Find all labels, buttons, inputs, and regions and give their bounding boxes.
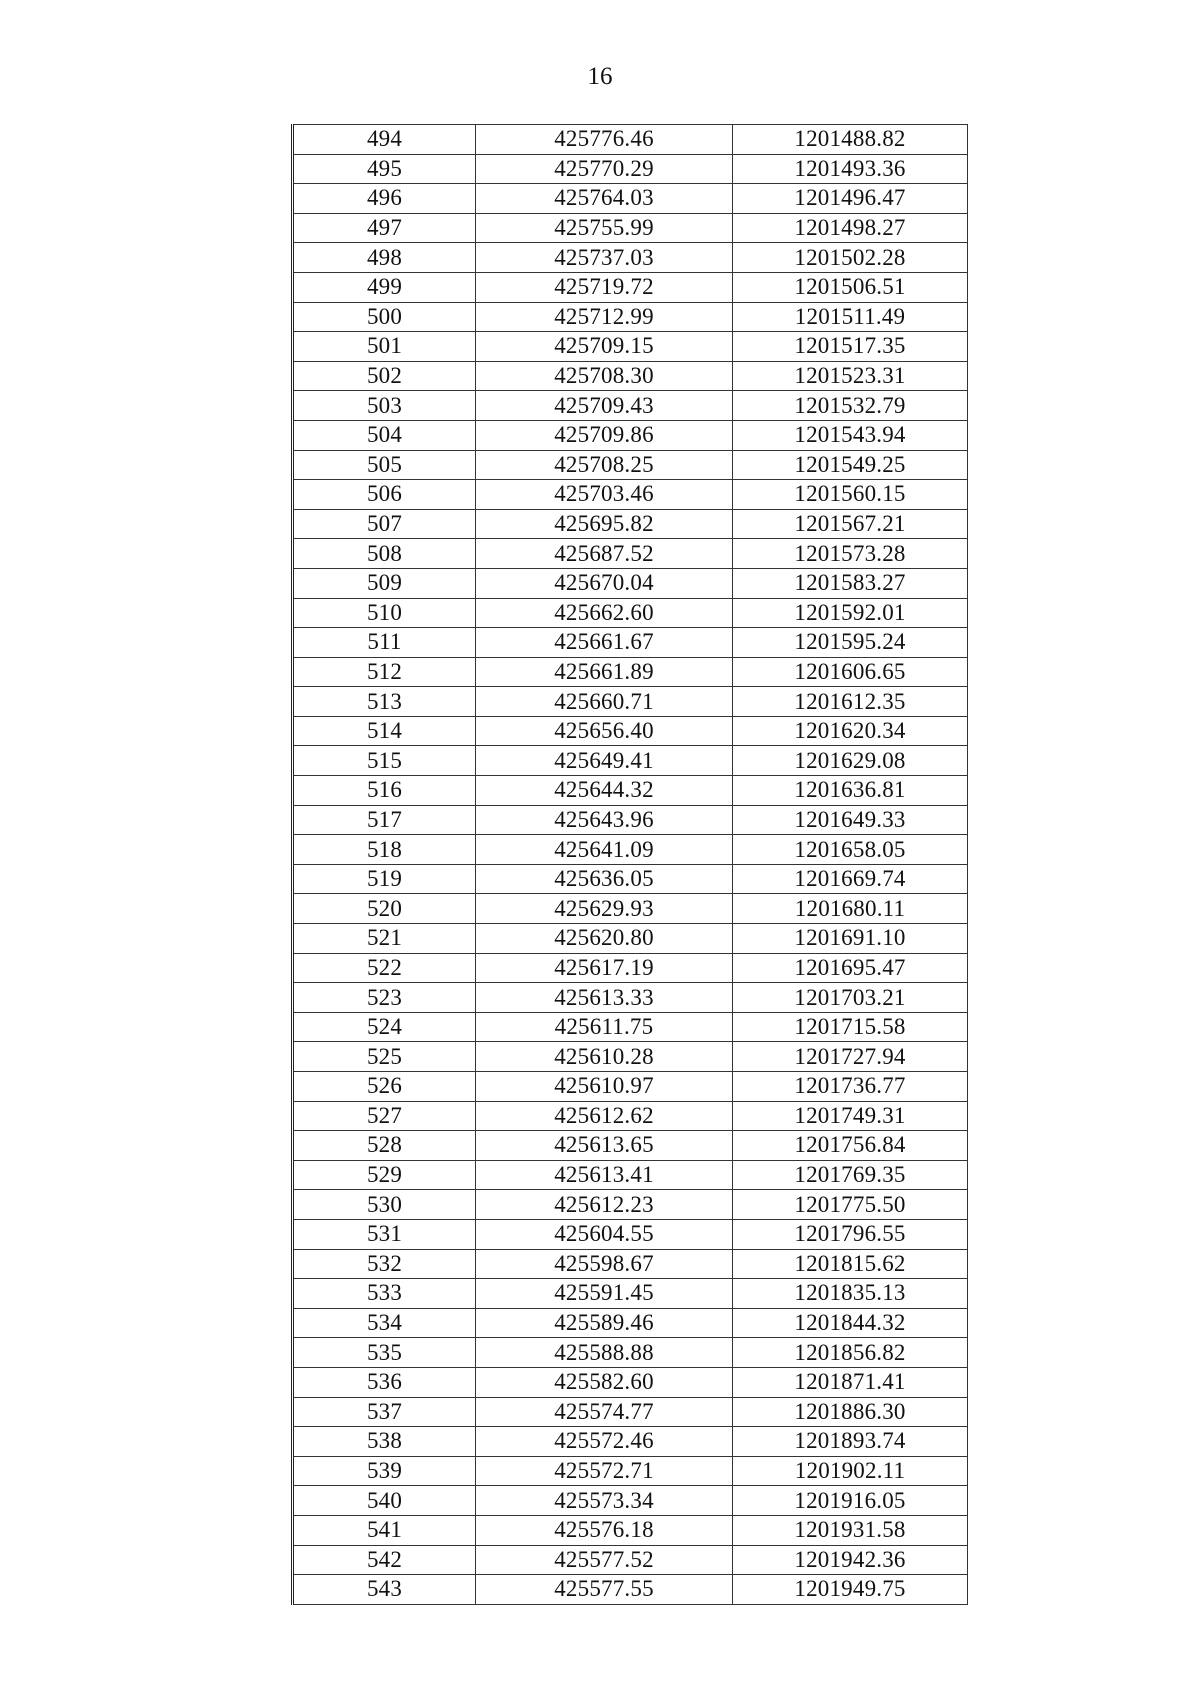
y-coordinate-cell: 1201769.35 xyxy=(733,1160,968,1190)
y-coordinate-cell: 1201658.05 xyxy=(733,835,968,865)
y-coordinate-cell: 1201835.13 xyxy=(733,1279,968,1309)
table-row xyxy=(293,1515,968,1545)
x-coordinate-cell: 425617.19 xyxy=(476,953,733,983)
y-coordinate-cell: 1201893.74 xyxy=(733,1427,968,1457)
y-coordinate-cell: 1201523.31 xyxy=(733,361,968,391)
y-coordinate-cell: 1201506.51 xyxy=(733,272,968,302)
y-coordinate-cell: 1201636.81 xyxy=(733,776,968,806)
point-number-cell: 539 xyxy=(293,1456,476,1486)
table-row xyxy=(293,1308,968,1338)
x-coordinate-cell: 425598.67 xyxy=(476,1249,733,1279)
table-row xyxy=(293,332,968,362)
x-coordinate-cell: 425709.15 xyxy=(476,332,733,362)
x-coordinate-cell: 425577.52 xyxy=(476,1545,733,1575)
y-coordinate-cell: 1201844.32 xyxy=(733,1308,968,1338)
y-coordinate-cell: 1201942.36 xyxy=(733,1545,968,1575)
x-coordinate-cell: 425591.45 xyxy=(476,1279,733,1309)
point-number-cell: 523 xyxy=(293,983,476,1013)
y-coordinate-cell: 1201629.08 xyxy=(733,746,968,776)
table-row xyxy=(293,1249,968,1279)
table-row xyxy=(293,154,968,184)
x-coordinate-cell: 425755.99 xyxy=(476,213,733,243)
x-coordinate-cell: 425589.46 xyxy=(476,1308,733,1338)
y-coordinate-cell: 1201727.94 xyxy=(733,1042,968,1072)
table-row xyxy=(293,361,968,391)
x-coordinate-cell: 425582.60 xyxy=(476,1367,733,1397)
table-row xyxy=(293,924,968,954)
table-row xyxy=(293,1131,968,1161)
y-coordinate-cell: 1201595.24 xyxy=(733,628,968,658)
table-row xyxy=(293,1486,968,1516)
point-number-cell: 542 xyxy=(293,1545,476,1575)
table-row xyxy=(293,243,968,273)
point-number-cell: 535 xyxy=(293,1338,476,1368)
x-coordinate-cell: 425576.18 xyxy=(476,1515,733,1545)
table-row xyxy=(293,1219,968,1249)
point-number-cell: 536 xyxy=(293,1367,476,1397)
table-row xyxy=(293,657,968,687)
point-number-cell: 494 xyxy=(293,125,476,155)
y-coordinate-cell: 1201502.28 xyxy=(733,243,968,273)
y-coordinate-cell: 1201620.34 xyxy=(733,716,968,746)
point-number-cell: 499 xyxy=(293,272,476,302)
point-number-cell: 538 xyxy=(293,1427,476,1457)
point-number-cell: 531 xyxy=(293,1219,476,1249)
coordinate-table xyxy=(291,124,968,1605)
y-coordinate-cell: 1201886.30 xyxy=(733,1397,968,1427)
table-row xyxy=(293,1072,968,1102)
point-number-cell: 530 xyxy=(293,1190,476,1220)
table-row xyxy=(293,539,968,569)
x-coordinate-cell: 425708.30 xyxy=(476,361,733,391)
x-coordinate-cell: 425636.05 xyxy=(476,864,733,894)
table-row xyxy=(293,1545,968,1575)
point-number-cell: 529 xyxy=(293,1160,476,1190)
table-row xyxy=(293,125,968,155)
y-coordinate-cell: 1201549.25 xyxy=(733,450,968,480)
x-coordinate-cell: 425776.46 xyxy=(476,125,733,155)
x-coordinate-cell: 425613.41 xyxy=(476,1160,733,1190)
point-number-cell: 525 xyxy=(293,1042,476,1072)
y-coordinate-cell: 1201612.35 xyxy=(733,687,968,717)
table-row xyxy=(293,628,968,658)
point-number-cell: 518 xyxy=(293,835,476,865)
table-row xyxy=(293,420,968,450)
table-row xyxy=(293,894,968,924)
x-coordinate-cell: 425641.09 xyxy=(476,835,733,865)
y-coordinate-cell: 1201567.21 xyxy=(733,509,968,539)
point-number-cell: 520 xyxy=(293,894,476,924)
x-coordinate-cell: 425629.93 xyxy=(476,894,733,924)
x-coordinate-cell: 425572.46 xyxy=(476,1427,733,1457)
table-row xyxy=(293,272,968,302)
y-coordinate-cell: 1201775.50 xyxy=(733,1190,968,1220)
y-coordinate-cell: 1201649.33 xyxy=(733,805,968,835)
y-coordinate-cell: 1201493.36 xyxy=(733,154,968,184)
y-coordinate-cell: 1201680.11 xyxy=(733,894,968,924)
table-row xyxy=(293,835,968,865)
x-coordinate-cell: 425656.40 xyxy=(476,716,733,746)
x-coordinate-cell: 425649.41 xyxy=(476,746,733,776)
point-number-cell: 502 xyxy=(293,361,476,391)
point-number-cell: 533 xyxy=(293,1279,476,1309)
x-coordinate-cell: 425572.71 xyxy=(476,1456,733,1486)
y-coordinate-cell: 1201488.82 xyxy=(733,125,968,155)
x-coordinate-cell: 425611.75 xyxy=(476,1012,733,1042)
x-coordinate-cell: 425610.28 xyxy=(476,1042,733,1072)
y-coordinate-cell: 1201543.94 xyxy=(733,420,968,450)
y-coordinate-cell: 1201583.27 xyxy=(733,568,968,598)
y-coordinate-cell: 1201496.47 xyxy=(733,184,968,214)
point-number-cell: 522 xyxy=(293,953,476,983)
table-row xyxy=(293,746,968,776)
table-row xyxy=(293,1397,968,1427)
y-coordinate-cell: 1201715.58 xyxy=(733,1012,968,1042)
table-row xyxy=(293,1101,968,1131)
table-row xyxy=(293,776,968,806)
point-number-cell: 516 xyxy=(293,776,476,806)
point-number-cell: 537 xyxy=(293,1397,476,1427)
table-row xyxy=(293,1279,968,1309)
x-coordinate-cell: 425613.65 xyxy=(476,1131,733,1161)
y-coordinate-cell: 1201560.15 xyxy=(733,480,968,510)
y-coordinate-cell: 1201949.75 xyxy=(733,1575,968,1605)
point-number-cell: 508 xyxy=(293,539,476,569)
point-number-cell: 498 xyxy=(293,243,476,273)
x-coordinate-cell: 425709.43 xyxy=(476,391,733,421)
table-row xyxy=(293,1160,968,1190)
x-coordinate-cell: 425695.82 xyxy=(476,509,733,539)
y-coordinate-cell: 1201931.58 xyxy=(733,1515,968,1545)
y-coordinate-cell: 1201736.77 xyxy=(733,1072,968,1102)
y-coordinate-cell: 1201498.27 xyxy=(733,213,968,243)
x-coordinate-cell: 425644.32 xyxy=(476,776,733,806)
point-number-cell: 510 xyxy=(293,598,476,628)
point-number-cell: 540 xyxy=(293,1486,476,1516)
y-coordinate-cell: 1201592.01 xyxy=(733,598,968,628)
y-coordinate-cell: 1201749.31 xyxy=(733,1101,968,1131)
point-number-cell: 511 xyxy=(293,628,476,658)
x-coordinate-cell: 425737.03 xyxy=(476,243,733,273)
y-coordinate-cell: 1201703.21 xyxy=(733,983,968,1013)
table-row xyxy=(293,509,968,539)
x-coordinate-cell: 425643.96 xyxy=(476,805,733,835)
x-coordinate-cell: 425573.34 xyxy=(476,1486,733,1516)
y-coordinate-cell: 1201532.79 xyxy=(733,391,968,421)
table-row xyxy=(293,391,968,421)
x-coordinate-cell: 425660.71 xyxy=(476,687,733,717)
y-coordinate-cell: 1201856.82 xyxy=(733,1338,968,1368)
coordinate-table-body xyxy=(293,125,968,1605)
point-number-cell: 526 xyxy=(293,1072,476,1102)
point-number-cell: 501 xyxy=(293,332,476,362)
x-coordinate-cell: 425770.29 xyxy=(476,154,733,184)
point-number-cell: 517 xyxy=(293,805,476,835)
table-row xyxy=(293,1367,968,1397)
x-coordinate-cell: 425764.03 xyxy=(476,184,733,214)
table-row xyxy=(293,1427,968,1457)
y-coordinate-cell: 1201916.05 xyxy=(733,1486,968,1516)
point-number-cell: 505 xyxy=(293,450,476,480)
y-coordinate-cell: 1201691.10 xyxy=(733,924,968,954)
table-row xyxy=(293,1190,968,1220)
point-number-cell: 497 xyxy=(293,213,476,243)
point-number-cell: 534 xyxy=(293,1308,476,1338)
table-row xyxy=(293,480,968,510)
table-row xyxy=(293,716,968,746)
y-coordinate-cell: 1201796.55 xyxy=(733,1219,968,1249)
point-number-cell: 500 xyxy=(293,302,476,332)
point-number-cell: 515 xyxy=(293,746,476,776)
y-coordinate-cell: 1201871.41 xyxy=(733,1367,968,1397)
table-row xyxy=(293,184,968,214)
x-coordinate-cell: 425703.46 xyxy=(476,480,733,510)
page-number: 16 xyxy=(587,63,613,90)
y-coordinate-cell: 1201669.74 xyxy=(733,864,968,894)
x-coordinate-cell: 425612.62 xyxy=(476,1101,733,1131)
x-coordinate-cell: 425574.77 xyxy=(476,1397,733,1427)
x-coordinate-cell: 425577.55 xyxy=(476,1575,733,1605)
x-coordinate-cell: 425708.25 xyxy=(476,450,733,480)
point-number-cell: 512 xyxy=(293,657,476,687)
point-number-cell: 506 xyxy=(293,480,476,510)
point-number-cell: 513 xyxy=(293,687,476,717)
table-row xyxy=(293,1012,968,1042)
x-coordinate-cell: 425719.72 xyxy=(476,272,733,302)
table-row xyxy=(293,213,968,243)
table-row xyxy=(293,598,968,628)
y-coordinate-cell: 1201695.47 xyxy=(733,953,968,983)
point-number-cell: 543 xyxy=(293,1575,476,1605)
y-coordinate-cell: 1201573.28 xyxy=(733,539,968,569)
table-row xyxy=(293,450,968,480)
x-coordinate-cell: 425687.52 xyxy=(476,539,733,569)
point-number-cell: 503 xyxy=(293,391,476,421)
table-row xyxy=(293,1338,968,1368)
y-coordinate-cell: 1201606.65 xyxy=(733,657,968,687)
point-number-cell: 496 xyxy=(293,184,476,214)
y-coordinate-cell: 1201511.49 xyxy=(733,302,968,332)
x-coordinate-cell: 425661.67 xyxy=(476,628,733,658)
table-row xyxy=(293,302,968,332)
x-coordinate-cell: 425670.04 xyxy=(476,568,733,598)
x-coordinate-cell: 425709.86 xyxy=(476,420,733,450)
table-row xyxy=(293,1575,968,1605)
y-coordinate-cell: 1201756.84 xyxy=(733,1131,968,1161)
y-coordinate-cell: 1201902.11 xyxy=(733,1456,968,1486)
point-number-cell: 519 xyxy=(293,864,476,894)
point-number-cell: 521 xyxy=(293,924,476,954)
table-row xyxy=(293,805,968,835)
table-row xyxy=(293,1456,968,1486)
x-coordinate-cell: 425604.55 xyxy=(476,1219,733,1249)
x-coordinate-cell: 425613.33 xyxy=(476,983,733,1013)
table-row xyxy=(293,953,968,983)
x-coordinate-cell: 425620.80 xyxy=(476,924,733,954)
table-row xyxy=(293,687,968,717)
x-coordinate-cell: 425661.89 xyxy=(476,657,733,687)
point-number-cell: 524 xyxy=(293,1012,476,1042)
table-row xyxy=(293,983,968,1013)
y-coordinate-cell: 1201517.35 xyxy=(733,332,968,362)
x-coordinate-cell: 425662.60 xyxy=(476,598,733,628)
point-number-cell: 514 xyxy=(293,716,476,746)
point-number-cell: 532 xyxy=(293,1249,476,1279)
x-coordinate-cell: 425588.88 xyxy=(476,1338,733,1368)
y-coordinate-cell: 1201815.62 xyxy=(733,1249,968,1279)
point-number-cell: 504 xyxy=(293,420,476,450)
table-row xyxy=(293,568,968,598)
point-number-cell: 528 xyxy=(293,1131,476,1161)
table-row xyxy=(293,864,968,894)
point-number-cell: 509 xyxy=(293,568,476,598)
x-coordinate-cell: 425712.99 xyxy=(476,302,733,332)
x-coordinate-cell: 425612.23 xyxy=(476,1190,733,1220)
point-number-cell: 527 xyxy=(293,1101,476,1131)
point-number-cell: 507 xyxy=(293,509,476,539)
table-row xyxy=(293,1042,968,1072)
x-coordinate-cell: 425610.97 xyxy=(476,1072,733,1102)
point-number-cell: 541 xyxy=(293,1515,476,1545)
point-number-cell: 495 xyxy=(293,154,476,184)
